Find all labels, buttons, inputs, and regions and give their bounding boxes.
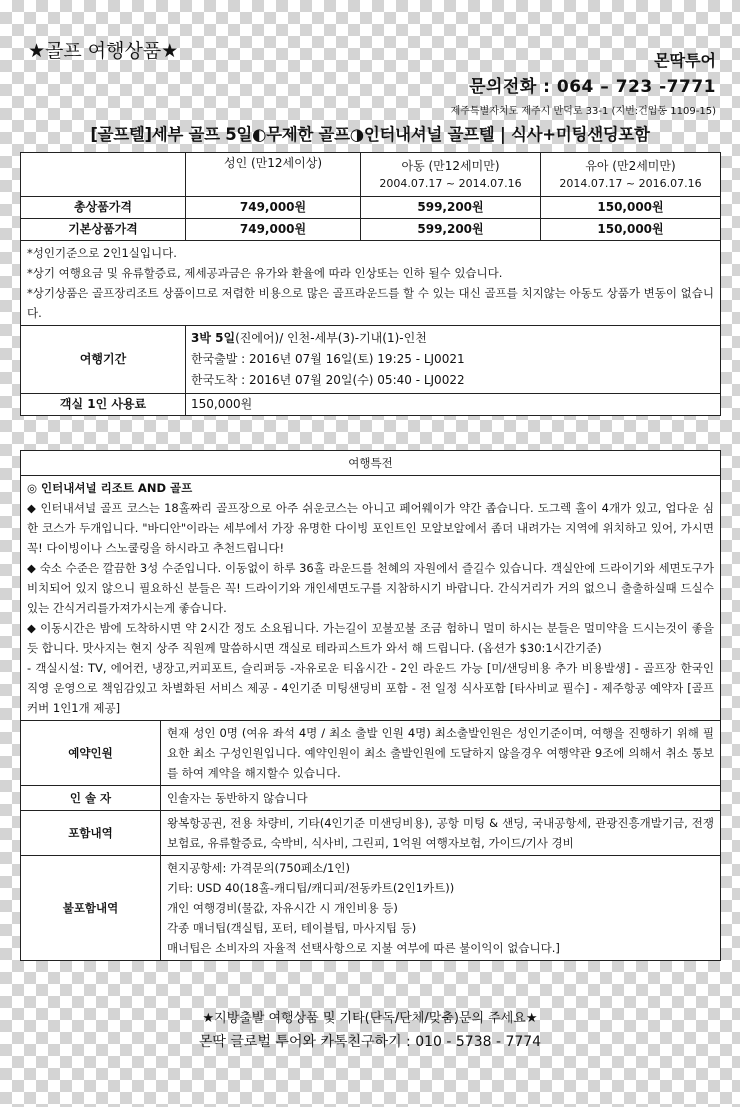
page-title: ★골프 여행상품★ (28, 40, 179, 62)
table-row (21, 219, 721, 241)
excluded-detail (161, 856, 721, 961)
contact-phone: 문의전화 : 064 – 723 -7771 (469, 77, 716, 97)
single-room-label: 객실 1인 사용료 (21, 394, 186, 416)
single-room-value: 150,000원 (186, 394, 721, 416)
row-label: 기본상품가격 (21, 219, 186, 241)
reservation-detail: 현재 성인 0명 (여유 좌석 4명 / 최소 출발 인원 4명) 최소출발인원은 성인기준이며, 여행을 진행하기 위해 필요한 최소 구성인원입니다. 예약인원이 최소 출발인원에 도달하지 않을경우 여행약관 9조에 의해서 취소 통보를 하여 계약을 해지할수 있습니다. (161, 721, 721, 786)
list-item: 각종 매너팁(객실팁, 포터, 테이블팁, 마사지팁 등) (167, 921, 417, 935)
col-child-label: 아동 (만12세미만) (401, 158, 500, 173)
period-label: 여행기간 (21, 326, 186, 394)
price-child: 599,200원 (361, 219, 541, 241)
arrival-line: 한국도착 : 2016년 07월 20일(수) 05:40 - LJ0022 (191, 373, 465, 387)
price-child: 599,200원 (361, 197, 541, 219)
note-line: *상기상품은 골프장리조트 상품이므로 저렴한 비용으로 많은 골프라운드를 할 수 있는 대신 골프를 치지않는 아동도 상품가 변동이 없습니다. (27, 286, 714, 320)
benefit-paragraph: - 객실시설: TV, 에어컨, 냉장고,커피포트, 슬리퍼등 -자유로운 티옵시간 - 2인 라운드 가능 [미/샌딩비용 추가 비용발생] - 골프장 한국인 직영 운영으로 책임감있고 차별화된 서비스 제공 - 4인기준 미팅샌딩비 포함 - 전 일정 식사포함 [타사비교 필수] - 제주항공 예약자 [골프커버 1인1개 제공] (27, 661, 714, 715)
note-line: *상기 여행요금 및 유류할증료, 제세공과금은 유가와 환율에 따라 인상또는 인하 될수 있습니다. (27, 266, 503, 280)
list-item: 기타: USD 40(18홀-캐디팁/캐디피/전동카트(2인1카트)) (167, 881, 455, 895)
col-adult: 성인 (만12세이상) (186, 153, 361, 197)
corner-cell (21, 153, 186, 197)
price-table (20, 152, 721, 416)
reservation-label: 예약인원 (21, 721, 161, 786)
list-item: 개인 여행경비(물값, 자유시간 시 개인비용 등) (167, 901, 398, 915)
period-detail (186, 326, 721, 394)
price-adult: 749,000원 (186, 197, 361, 219)
benefits-table (20, 450, 721, 961)
col-infant (541, 153, 721, 197)
benefits-subtitle: ◎ 인터내셔널 리조트 AND 골프 (27, 481, 193, 495)
price-infant: 150,000원 (541, 197, 721, 219)
departure-line: 한국출발 : 2016년 07월 16일(토) 19:25 - LJ0021 (191, 352, 465, 366)
col-child (361, 153, 541, 197)
product-headline: [골프텔]세부 골프 5일◐무제한 골프◑인터내셔널 골프텔 | 식사+미팅샌딩포함 (90, 125, 650, 144)
period-route: (진에어)/ 인천-세부(3)-기내(1)-인천 (235, 331, 427, 345)
footer-kakao: 몬딱 글로벌 투어와 카톡친구하기 : 010 - 5738 - 7774 (198, 1034, 542, 1050)
excluded-label: 불포함내역 (21, 856, 161, 961)
benefit-paragraph: ◆ 숙소 수준은 깔끔한 3성 수준입니다. 이동없이 하루 36홀 라운드를 천혜의 자원에서 즐길수 있습니다. 객실안에 드라이기와 세면도구가 비치되어 있지 않으니 필요하신 분들은 꼭! 드라이기와 개인세면도구를 지참하시기 바랍니다. 간식거리가 거의 없으니 출출하실때 드실수 있는 간식거리를가져가시는게 좋습니다. (27, 561, 714, 615)
list-item: 현지공항세: 가격문의(750페소/1인) (167, 861, 350, 875)
benefit-paragraph: ◆ 인터내셔널 골프 코스는 18홀짜리 골프장으로 아주 쉬운코스는 아니고 페어웨이가 약간 좁습니다. 도그렉 홀이 4개가 있고, 업다운 심한 코스가 두개입니다. "바디안"이라는 세부에서 가장 유명한 다이빙 포인트인 모알보알에서 좀더 내려가는 지역에 위치하고 있어, 가시면 꼭! 다이빙이나 스노쿨링을 하시라고 추천드립니다! (27, 501, 714, 555)
included-detail: 왕복항공권, 전용 차량비, 기타(4인기준 미샌딩비용), 공항 미팅 & 샌딩, 국내공항세, 관광진흥개발기금, 전쟁보험료, 유류할증료, 숙박비, 식사비, 그린피, 1억원 여행자보험, 가이드/기사 경비 (161, 811, 721, 856)
price-infant: 150,000원 (541, 219, 721, 241)
list-item: 매너팁은 소비자의 자율적 선택사항으로 지불 여부에 따른 불이익이 없습니다.] (167, 941, 560, 955)
period-duration: 3박 5일 (191, 331, 236, 345)
escort-label: 인 솔 자 (21, 786, 161, 811)
company-address: 제주특별자치도 제주시 만덕로 33-1 (지번:건입동 1109-15) (450, 106, 716, 117)
price-adult: 749,000원 (186, 219, 361, 241)
company-name: 몬딱투어 (654, 51, 716, 70)
footer-inquiry: ★지방출발 여행상품 및 기타(단독/단체/맞춤)문의 주세요★ (202, 1011, 538, 1026)
row-label: 총상품가격 (21, 197, 186, 219)
escort-detail: 인솔자는 동반하지 않습니다 (161, 786, 721, 811)
period-line (191, 328, 715, 349)
table-row (21, 197, 721, 219)
benefits-body (21, 476, 721, 721)
col-infant-range: 2014.07.17 ~ 2016.07.16 (559, 176, 702, 190)
col-child-range: 2004.07.17 ~ 2014.07.16 (379, 176, 522, 190)
note-line: *성인기준으로 2인1실입니다. (27, 246, 177, 260)
benefit-paragraph: ◆ 이동시간은 밤에 도착하시면 약 2시간 정도 소요됩니다. 가는길이 꼬불꼬불 조금 험하니 멀미 하시는 분들은 멀미약을 드시는것이 좋을듯 합니다. 맛사지는 현지 상주 직원께 말씀하시면 객실로 테라피스트가 와서 해 드립니다. (옵션가 $30:1시간기준) (27, 621, 714, 655)
benefits-header: 여행특전 (21, 451, 721, 476)
col-infant-label: 유아 (만2세미만) (585, 158, 676, 173)
included-label: 포함내역 (21, 811, 161, 856)
price-notes (21, 241, 721, 326)
